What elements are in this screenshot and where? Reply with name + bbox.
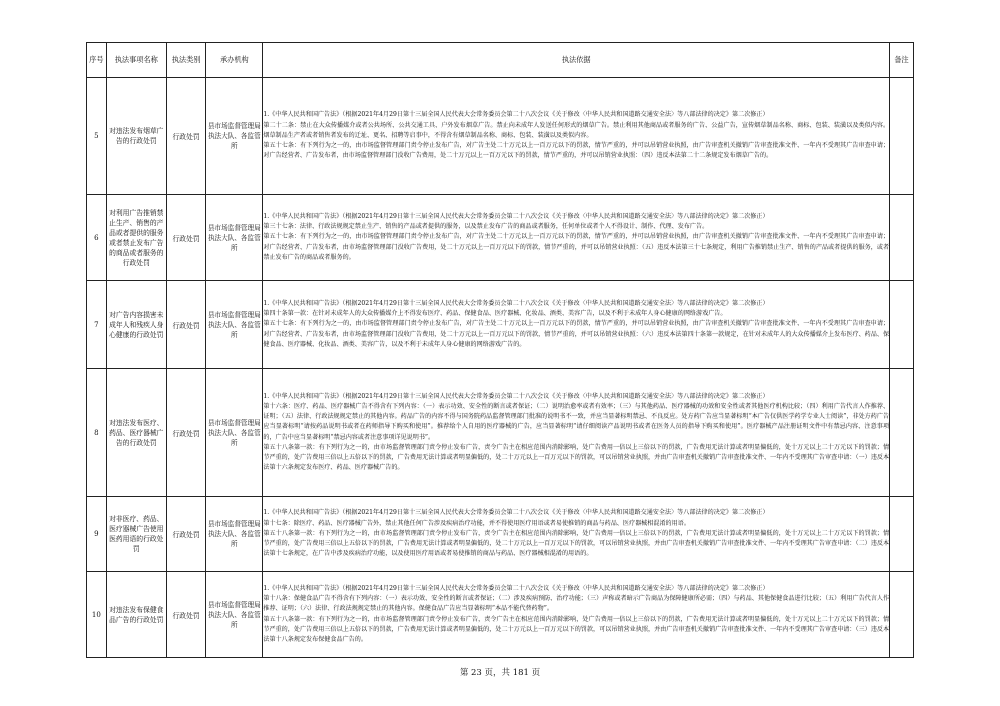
- item-name: 对广告内容损害未成年人和残疾人身心健康的行政处罚: [106, 281, 166, 369]
- header-remark: 备注: [890, 43, 914, 78]
- item-remark: [890, 195, 914, 281]
- basis-paragraph: 1.《中华人民共和国广告法》（根据2021年4月29日第十三届全国人民代表大会常务委员会第二十八次会议《关于修改〈中华人民共和国道路交通安全法〉等八部法律的决定》第二次修正）: [263, 111, 769, 119]
- row-number: 5: [87, 78, 107, 195]
- enforcement-table: [86, 42, 914, 658]
- item-name: 对违法发布保健食品广告的行政处罚: [106, 572, 166, 658]
- item-name: 对违法发布烟草广告的行政处罚: [106, 78, 166, 195]
- item-category: 行政处罚: [166, 195, 205, 281]
- table-row: [87, 369, 914, 497]
- basis-paragraph: 第十八条：保健食品广告不得含有下列内容：（一）表示功效、安全性的断言或者保证；（二）涉及疾病预防、治疗功能；（三）声称或者暗示广告商品为保障健康所必需；（四）与药品、其他保健食品进行比较；（五）利用广告代言人作推荐、证明；（六）法律、行政法规规定禁止的其他内容。保健食品广告应当显著标明“本品不能代替药物”。: [263, 595, 890, 613]
- basis-paragraph: 第十七条：除医疗、药品、医疗器械广告外，禁止其他任何广告涉及疾病治疗功能，并不得使用医疗用语或者易使推销的商品与药品、医疗器械相混淆的用语。: [263, 519, 690, 527]
- item-organ: 县市场监督管理局执法大队、各监管所: [206, 78, 263, 195]
- item-organ: 县市场监督管理局执法大队、各监管所: [206, 369, 263, 497]
- item-category: 行政处罚: [166, 78, 205, 195]
- item-name: 对违法发布医疗、药品、医疗器械广告的行政处罚: [106, 369, 166, 497]
- basis-paragraph: 第十六条：医疗、药品、医疗器械广告不得含有下列内容：（一）表示功效、安全性的断言或者保证；（二）说明治愈率或者有效率；（三）与其他药品、医疗器械的功效和安全性或者其他医疗机构比较；（四）利用广告代言人作推荐、证明；（五）法律、行政法规规定禁止的其他内容。药品广告的内容不得与国务院药品监督管理部门批准的说明书不一致，并应当显著标明禁忌、不良反应。处方药广告应当显著标明“本广告仅供医学药学专业人士阅读”，非处方药广告应当显著标明“请按药品说明书或者在药师指导下购买和使用”。推荐给个人自用的医疗器械的广告，应当显著标明“请仔细阅读产品说明书或者在医务人员的指导下购买和使用”。医疗器械产品注册证明文件中有禁忌内容、注意事项的，广告中应当显著标明“禁忌内容或者注意事项详见说明书”。: [263, 402, 890, 441]
- item-remark: [890, 369, 914, 497]
- item-organ: 县市场监督管理局执法大队、各监管所: [206, 497, 263, 572]
- item-category: 行政处罚: [166, 572, 205, 658]
- basis-paragraph: 第五十八条第一款：有下列行为之一的，由市场监督管理部门责令停止发布广告，责令广告主在相应范围内消除影响，处广告费用一倍以上三倍以下的罚款，广告费用无法计算或者明显偏低的，处十万元以上二十万元以下的罚款；情节严重的，处广告费用三倍以上五倍以下的罚款，广告费用无法计算或者明显偏低的，处二十万元以上一百万元以下的罚款，可以吊销营业执照，并由广告审查机关撤销广告审查批准文件、一年内不受理其广告审查申请：（一）违反本法第十六条规定发布医疗、药品、医疗器械广告的。: [263, 443, 890, 472]
- table-row: [87, 78, 914, 195]
- item-remark: [890, 78, 914, 195]
- basis-paragraph: 第五十七条：有下列行为之一的，由市场监督管理部门责令停止发布广告，对广告主处二十万元以上一百万元以下的罚款，情节严重的，并可以吊销营业执照，由广告审查机关撤销广告审查批准文件、一年内不受理其广告审查申请；对广告经营者、广告发布者，由市场监督管理部门没收广告费用，处二十万元以上一百万元以下的罚款，情节严重的，并可以吊销营业执照：（六）违反本法第四十条第一款规定，在针对未成年人的大众传播媒介上发布医疗、药品、保健食品、医疗器械、化妆品、酒类、美容广告，以及不利于未成年人身心健康的网络游戏广告的。: [263, 320, 890, 348]
- basis-paragraph: 第四十条第一款：在针对未成年人的大众传播媒介上不得发布医疗、药品、保健食品、医疗器械、化妆品、酒类、美容广告，以及不利于未成年人身心健康的网络游戏广告。: [263, 310, 727, 318]
- item-name: 对利用广告推销禁止生产、销售的产品或者提供的服务或者禁止发布广告的商品或者服务的行政处罚: [106, 195, 166, 281]
- item-basis: [263, 572, 890, 658]
- item-basis: [263, 497, 890, 572]
- item-name: 对非医疗、药品、医疗器械广告使用医药用语的行政处罚: [106, 497, 166, 572]
- item-remark: [890, 572, 914, 658]
- item-organ: 县市场监督管理局执法大队、各监管所: [206, 572, 263, 658]
- basis-paragraph: 1.《中华人民共和国广告法》（根据2021年4月29日第十三届全国人民代表大会常务委员会第二十八次会议《关于修改〈中华人民共和国道路交通安全法〉等八部法律的决定》第二次修正）: [263, 584, 769, 592]
- item-organ: 县市场监督管理局执法大队、各监管所: [206, 281, 263, 369]
- header-organ: 承办机构: [206, 43, 263, 78]
- basis-paragraph: 1.《中华人民共和国广告法》（根据2021年4月29日第十三届全国人民代表大会常务委员会第二十八次会议《关于修改〈中华人民共和国道路交通安全法〉等八部法律的决定》第二次修正）: [263, 299, 769, 307]
- basis-paragraph: 第二十二条：禁止在大众传播媒介或者公共场所、公共交通工具、户外发布烟草广告。禁止向未成年人发送任何形式的烟草广告。禁止利用其他商品或者服务的广告、公益广告，宣传烟草制品名称、商标、包装、装潢以及类似内容。烟草制品生产者或者销售者发布的迁址、更名、招聘等启事中，不得含有烟草制品名称、商标、包装、装潢以及类似内容。: [263, 121, 890, 139]
- item-remark: [890, 281, 914, 369]
- table-row: [87, 572, 914, 658]
- basis-paragraph: 1.《中华人民共和国广告法》（根据2021年4月29日第十三届全国人民代表大会常务委员会第二十八次会议《关于修改〈中华人民共和国道路交通安全法〉等八部法律的决定》第二次修正）: [263, 212, 769, 220]
- item-category: 行政处罚: [166, 369, 205, 497]
- row-number: 6: [87, 195, 107, 281]
- row-number: 7: [87, 281, 107, 369]
- item-organ: 县市场监督管理局执法大队、各监管所: [206, 195, 263, 281]
- table-row: [87, 195, 914, 281]
- row-number: 10: [87, 572, 107, 658]
- item-basis: [263, 281, 890, 369]
- item-basis: [263, 369, 890, 497]
- page-footer: 第 23 页，共 181 页: [459, 668, 541, 678]
- table-row: [87, 281, 914, 369]
- header-item-name: 执法事项名称: [106, 43, 166, 78]
- basis-paragraph: 第三十七条：法律、行政法规规定禁止生产、销售的产品或者提供的服务，以及禁止发布广告的商品或者服务，任何单位或者个人不得设计、制作、代理、发布广告。: [263, 223, 709, 231]
- row-number: 8: [87, 369, 107, 497]
- basis-paragraph: 第五十七条：有下列行为之一的，由市场监督管理部门责令停止发布广告，对广告主处二十万元以上一百万元以下的罚款，情节严重的，并可以吊销营业执照，由广告审查机关撤销广告审查批准文件、一年内不受理其广告审查申请；对广告经营者、广告发布者，由市场监督管理部门没收广告费用，处二十万元以上一百万元以下的罚款，情节严重的，并可以吊销营业执照：（五）违反本法第三十七条规定，利用广告推销禁止生产、销售的产品或者提供的服务，或者禁止发布广告的商品或者服务的。: [263, 233, 890, 261]
- header-basis: 执法依据: [263, 43, 890, 78]
- item-category: 行政处罚: [166, 281, 205, 369]
- item-remark: [890, 497, 914, 572]
- basis-paragraph: 1.《中华人民共和国广告法》（根据2021年4月29日第十三届全国人民代表大会常务委员会第二十八次会议《关于修改〈中华人民共和国道路交通安全法〉等八部法律的决定》第二次修正）: [263, 392, 769, 400]
- header-category: 执法类别: [166, 43, 205, 78]
- basis-paragraph: 1.《中华人民共和国广告法》（根据2021年4月29日第十三届全国人民代表大会常务委员会第二十八次会议《关于修改〈中华人民共和国道路交通安全法〉等八部法律的决定》第二次修正）: [263, 509, 769, 517]
- table-header-row: [87, 43, 914, 78]
- table-row: [87, 497, 914, 572]
- row-number: 9: [87, 497, 107, 572]
- item-category: 行政处罚: [166, 497, 205, 572]
- item-basis: [263, 195, 890, 281]
- item-basis: [263, 78, 890, 195]
- basis-paragraph: 第五十八条第一款：有下列行为之一的，由市场监督管理部门责令停止发布广告，责令广告主在相应范围内消除影响，处广告费用一倍以上三倍以下的罚款，广告费用无法计算或者明显偏低的，处十万元以上二十万元以下的罚款；情节严重的，处广告费用三倍以上五倍以下的罚款，广告费用无法计算或者明显偏低的，处二十万元以上一百万元以下的罚款，可以吊销营业执照，并由广告审查机关撤销广告审查批准文件、一年内不受理其广告审查申请：（三）违反本法第十八条规定发布保健食品广告的。: [263, 615, 890, 643]
- basis-paragraph: 第五十七条：有下列行为之一的，由市场监督管理部门责令停止发布广告，对广告主处二十万元以上一百万元以下的罚款，情节严重的，并可以吊销营业执照，由广告审查机关撤销广告审查批准文件、一年内不受理其广告审查申请；对广告经营者、广告发布者，由市场监督管理部门没收广告费用，处二十万元以上一百万元以下的罚款，情节严重的，并可以吊销营业执照：（四）违反本法第二十二条规定发布烟草广告的。: [263, 142, 890, 160]
- basis-paragraph: 第五十八条第一款：有下列行为之一的，由市场监督管理部门责令停止发布广告，责令广告主在相应范围内消除影响，处广告费用一倍以上三倍以下的罚款，广告费用无法计算或者明显偏低的，处十万元以上二十万元以下的罚款；情节严重的，处广告费用三倍以上五倍以下的罚款，广告费用无法计算或者明显偏低的，处二十万元以上一百万元以下的罚款，可以吊销营业执照，并由广告审查机关撤销广告审查批准文件、一年内不受理其广告审查申请：（二）违反本法第十七条规定，在广告中涉及疾病治疗功能，以及使用医疗用语或者易使推销的商品与药品、医疗器械相混淆的用语的。: [263, 529, 890, 558]
- header-no: 序号: [87, 43, 107, 78]
